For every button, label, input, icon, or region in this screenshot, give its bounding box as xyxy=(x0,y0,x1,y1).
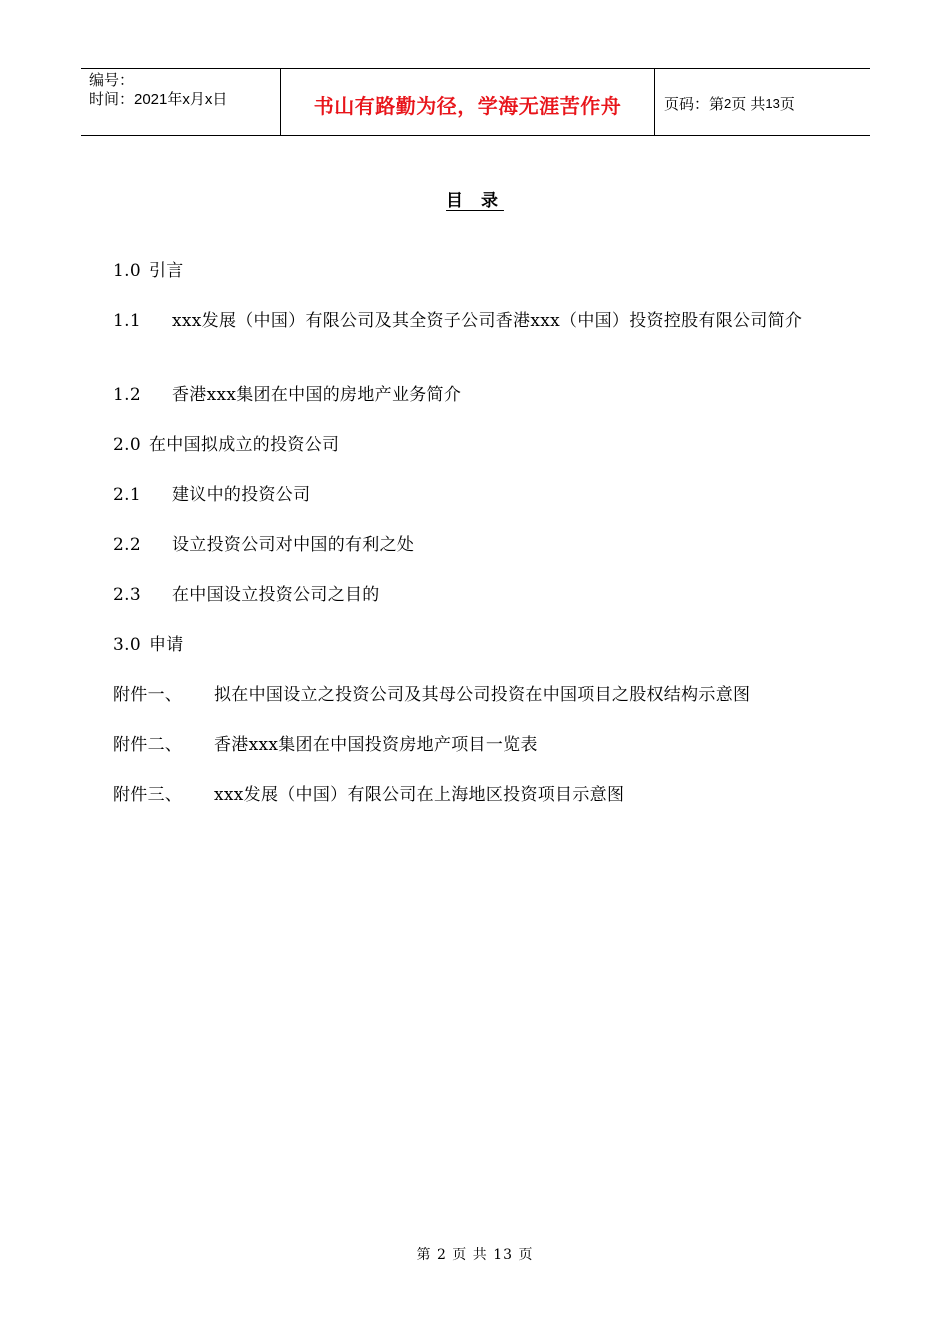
toc-item-text: xxx发展（中国）有限公司及其全资子公司香港xxx（中国）投资控股有限公司简介 xyxy=(172,311,803,331)
document-time-label: 时间：2021年x月x日 xyxy=(89,91,228,108)
page-current: 2 xyxy=(724,95,732,111)
toc-title xyxy=(0,186,950,211)
toc-item-number: 2.0 xyxy=(113,435,141,455)
toc-item-number: 2.1 xyxy=(113,485,141,505)
toc-item-number: 1.0 xyxy=(113,261,141,281)
page-label-suffix: 页 xyxy=(779,95,795,113)
toc-title-text: 目 录 xyxy=(446,191,504,211)
toc-item-text: 建议中的投资公司 xyxy=(172,485,311,505)
toc-item-number: 3.0 xyxy=(113,635,141,655)
toc-item-number: 1.2 xyxy=(113,385,141,405)
toc-item-number: 2.3 xyxy=(113,585,141,605)
header-page-info xyxy=(655,69,870,135)
page-label-prefix: 页码：第 xyxy=(664,95,725,113)
toc-item-text: 香港xxx集团在中国的房地产业务简介 xyxy=(172,385,462,405)
toc-item-number: 附件三、 xyxy=(113,785,183,805)
toc-item-text: 香港xxx集团在中国投资房地产项目一览表 xyxy=(214,735,538,755)
toc-item-text: 在中国设立投资公司之目的 xyxy=(172,585,380,605)
toc-item-text: 设立投资公司对中国的有利之处 xyxy=(172,535,415,555)
header-motto: 书山有路勤为径，学海无涯苦作舟 xyxy=(313,93,622,118)
toc-item-number: 1.1 xyxy=(113,311,141,331)
toc-item-number: 附件二、 xyxy=(113,735,183,755)
header-motto-cell xyxy=(281,69,655,135)
toc-item-text: 申请 xyxy=(149,635,184,655)
page-total: 13 xyxy=(765,95,780,111)
toc-item-text: 拟在中国设立之投资公司及其母公司投资在中国项目之股权结构示意图 xyxy=(214,685,751,705)
toc-item-text: 在中国拟成立的投资公司 xyxy=(149,435,340,455)
page-header xyxy=(81,68,870,136)
document-number-label: 编号： xyxy=(89,72,135,89)
page-footer: 第 2 页 共 13 页 xyxy=(416,1247,534,1263)
toc-item-number: 附件一、 xyxy=(113,685,183,705)
header-meta xyxy=(81,69,281,135)
toc-item-text: xxx发展（中国）有限公司在上海地区投资项目示意图 xyxy=(214,785,625,805)
toc-item-text: 引言 xyxy=(149,261,184,281)
toc-item-number: 2.2 xyxy=(113,535,141,555)
page-label-mid: 页 共 xyxy=(731,95,766,113)
